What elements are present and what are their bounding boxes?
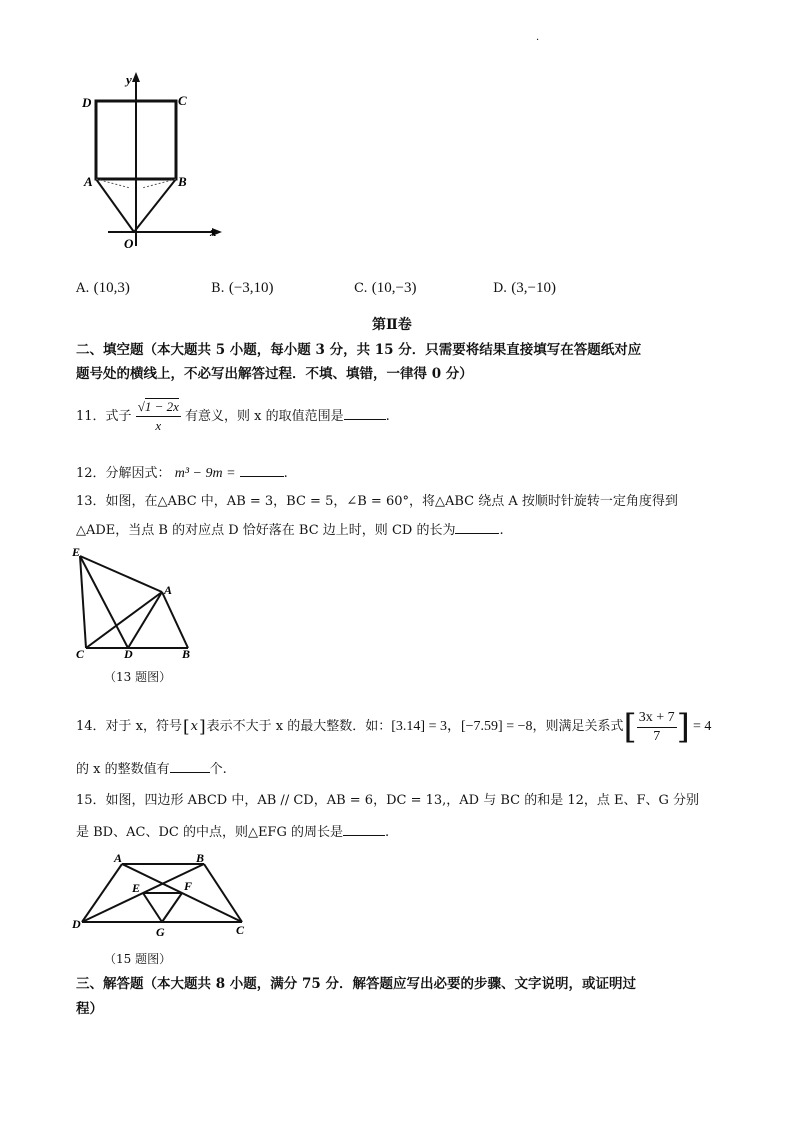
label-c: C	[76, 647, 85, 660]
label-o: O	[124, 236, 134, 251]
q13-figure	[70, 544, 200, 660]
q10-option-b	[211, 280, 274, 297]
label-a: A	[114, 851, 123, 865]
y-axis-arrow	[132, 72, 140, 82]
q14-bracket-left: [	[183, 717, 190, 737]
label-c: C	[236, 923, 245, 937]
q13-answer-blank[interactable]	[455, 521, 499, 534]
q12-expression: m³ − 9m =	[174, 466, 236, 481]
q15-line2	[76, 823, 389, 842]
q10-option-a	[76, 280, 130, 297]
q14-rhs: = 4	[692, 719, 712, 734]
section2-heading-line1: 二、填空题（本大题共 5 小题，每小题 3 分，共 15 分．只需要将结果直接填写在答题纸对应	[76, 342, 642, 358]
q10-option-d	[493, 280, 556, 297]
question-12	[76, 464, 288, 483]
q14-examples: [3.14] = 3，[−7.59] = −8	[391, 719, 533, 734]
label-c: C	[178, 93, 187, 108]
q13-caption: （13 题图）	[104, 670, 172, 684]
q14-answer-blank[interactable]	[170, 760, 210, 773]
q15-end: .	[384, 825, 390, 840]
q14-line2-pre: 的 x 的整数值有	[76, 762, 170, 777]
label-d: D	[82, 95, 92, 110]
option-letter: D.	[493, 281, 508, 296]
question-number: 12．	[76, 466, 106, 481]
q12-end: .	[283, 466, 288, 481]
q14-frac-num: 3x + 7	[637, 709, 677, 728]
label-d: D	[124, 647, 133, 660]
segment-ao	[96, 179, 134, 232]
option-value: (3,−10)	[511, 280, 556, 296]
q13-end: .	[499, 523, 504, 538]
label-b: B	[196, 851, 205, 865]
q15-line1: 15．如图，四边形 ABCD 中，AB // CD，AB = 6，DC = 13,，AD 与 BC 的和是 12，点 E、F、G 分别	[76, 793, 700, 808]
segment-bo	[134, 179, 176, 232]
q11-fraction	[136, 398, 181, 435]
q11-answer-blank[interactable]	[344, 407, 386, 420]
option-value: (−3,10)	[228, 280, 274, 296]
label-d: D	[72, 917, 81, 931]
q13-line2-text: △ADE，当点 B 的对应点 D 恰好落在 BC 边上时，则 CD 的长为	[76, 523, 456, 538]
option-letter: C.	[354, 281, 368, 296]
label-f: F	[184, 879, 193, 893]
q13-line1: 13．如图，在△ABC 中，AB = 3，BC = 5，∠B = 60°，将△ABC 绕点 A 按顺时针旋转一定角度得到	[76, 494, 678, 509]
q11-numerator: √1 − 2x	[136, 398, 181, 417]
q14-big-bracket-left: [	[623, 707, 637, 747]
label-b: B	[182, 647, 191, 660]
segment-ad	[128, 592, 162, 648]
q15-figure	[70, 850, 256, 940]
q10-option-c	[354, 280, 416, 297]
section3-heading-line2: 程）	[76, 1001, 103, 1017]
q14-mid: 表示不大于 x 的最大整数．如：	[206, 719, 392, 734]
section2-heading-line2: 题号处的横线上，不必写出解答过程．不填、填错，一律得 0 分）	[76, 366, 473, 382]
q15-line2-text: 是 BD、AC、DC 的中点，则△EFG 的周长是	[76, 825, 343, 840]
q14-line1	[76, 707, 711, 747]
q14-mid2: ，则满足关系式	[532, 719, 624, 734]
label-e: E	[132, 881, 141, 895]
option-value: (10,−3)	[371, 280, 417, 296]
option-letter: A.	[76, 281, 90, 296]
q15-caption: （15 题图）	[104, 952, 172, 966]
section3-heading-line1: 三、解答题（本大题共 8 小题，满分 75 分．解答题应写出必要的步骤、文字说明，或证明过	[76, 976, 636, 992]
q12-text: 分解因式：	[105, 466, 171, 481]
q14-frac-den: 7	[653, 728, 661, 744]
label-a: A	[164, 583, 173, 597]
q11-radicand: 1 − 2x	[144, 399, 179, 414]
segment-ea	[80, 556, 162, 592]
label-x: x	[210, 224, 217, 239]
q14-bracket-right: ]	[199, 717, 206, 737]
segment-ec	[80, 556, 86, 648]
label-y: y	[126, 72, 132, 87]
option-value: (10,3)	[93, 280, 130, 296]
q11-end: .	[385, 409, 390, 424]
q15-answer-blank[interactable]	[343, 823, 385, 836]
question-11	[76, 398, 390, 435]
label-e: E	[72, 545, 81, 559]
segment-ab	[162, 592, 188, 648]
q14-line2-post: 个.	[209, 762, 227, 777]
q12-answer-blank[interactable]	[240, 464, 284, 477]
q14-fraction	[637, 709, 677, 746]
option-letter: B.	[211, 281, 225, 296]
segment-fg	[162, 893, 182, 922]
q10-coordinate-figure	[70, 68, 230, 253]
q11-denominator: x	[155, 418, 162, 433]
q13-line2	[76, 521, 504, 540]
label-b: B	[178, 174, 187, 189]
q11-post-text: 有意义，则 x 的取值范围是	[185, 409, 344, 424]
part2-title: 第Ⅱ卷	[372, 317, 412, 333]
q14-big-bracket-right: ]	[676, 707, 690, 747]
q14-pre: 14．对于 x，符号	[76, 719, 183, 734]
q14-bracket-var: x	[190, 719, 198, 734]
stray-dot: ·	[536, 35, 540, 46]
q11-pre-text: 式子	[105, 409, 132, 424]
label-g: G	[156, 925, 165, 939]
question-number: 11．	[76, 409, 106, 424]
q14-line2	[76, 760, 227, 779]
segment-eg	[143, 893, 162, 922]
label-a: A	[84, 174, 93, 189]
